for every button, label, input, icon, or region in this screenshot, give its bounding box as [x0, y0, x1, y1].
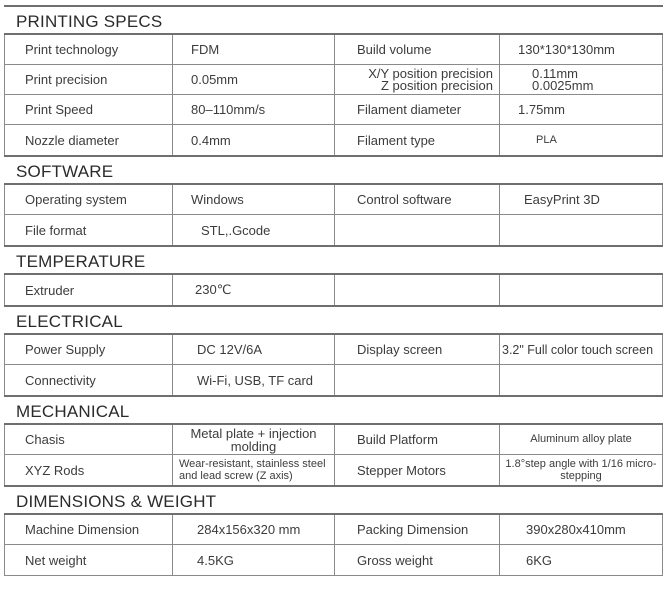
spec-value: 6KG — [526, 552, 553, 568]
spec-value: 0.0025mm — [532, 77, 594, 93]
spec-label: Extruder — [5, 275, 173, 305]
spec-value-pair — [500, 65, 662, 94]
spec-row — [5, 215, 662, 245]
spec-value: 0.11mm — [532, 65, 578, 81]
spec-label: Nozzle diameter — [5, 125, 173, 155]
spec-value: 3.2" Full color touch screen — [502, 342, 654, 357]
spec-value: 80–110mm/s — [173, 95, 335, 124]
spec-value: 4.5KG — [173, 545, 335, 575]
spec-value: 1.75mm — [518, 102, 565, 117]
spec-value: DC 12V/6A — [173, 335, 335, 364]
spec-row — [5, 65, 662, 95]
spec-value: 0.05mm — [173, 65, 335, 94]
spec-value: 1.8°step angle with 1/16 micro-stepping — [505, 458, 657, 482]
spec-empty — [500, 275, 662, 305]
spec-label: Print technology — [5, 35, 173, 64]
spec-value: Wi-Fi, USB, TF card — [173, 365, 335, 395]
spec-label: Stepper Motors — [335, 455, 500, 485]
spec-value: Aluminum alloy plate — [530, 433, 632, 445]
spec-label: Display screen — [335, 335, 500, 364]
spec-label: Build volume — [335, 35, 500, 64]
spec-row — [5, 515, 662, 545]
spec-label: Filament diameter — [335, 95, 500, 124]
section-temperature — [4, 245, 663, 305]
section-dimensions-weight — [4, 485, 663, 576]
spec-value: 230℃ — [173, 275, 335, 305]
spec-label: Gross weight — [335, 545, 500, 575]
spec-row — [5, 125, 662, 155]
spec-label: Power Supply — [5, 335, 173, 364]
spec-value: 284x156x320 mm — [173, 515, 335, 544]
spec-label: Machine Dimension — [5, 515, 173, 544]
section-title: ELECTRICAL — [4, 305, 663, 335]
spec-label: Chasis — [5, 425, 173, 454]
spec-label: Filament type — [335, 125, 500, 155]
spec-value: EasyPrint 3D — [524, 192, 600, 207]
spec-label: Build Platform — [335, 425, 500, 454]
section-title: TEMPERATURE — [4, 245, 663, 275]
spec-row — [5, 365, 662, 395]
spec-value: 390x280x410mm — [526, 522, 626, 537]
section-software — [4, 155, 663, 245]
spec-label: Net weight — [5, 545, 173, 575]
spec-row — [5, 35, 662, 65]
spec-value: Metal plate + injection molding — [173, 425, 335, 454]
spec-label: Print precision — [5, 65, 173, 94]
section-title: MECHANICAL — [4, 395, 663, 425]
spec-row — [5, 335, 662, 365]
spec-sheet — [4, 5, 663, 576]
spec-label: File format — [5, 215, 173, 245]
spec-empty — [500, 215, 662, 245]
spec-value: Wear-resistant, stainless steel and lead screw (Z axis) — [173, 455, 335, 485]
spec-row — [5, 95, 662, 125]
spec-label: XYZ Rods — [5, 455, 173, 485]
spec-value: 130*130*130mm — [518, 42, 615, 57]
section-printing-specs — [4, 5, 663, 155]
section-title: DIMENSIONS & WEIGHT — [4, 485, 663, 515]
spec-value: PLA — [536, 133, 557, 146]
section-electrical — [4, 305, 663, 395]
spec-row — [5, 455, 662, 485]
section-title: PRINTING SPECS — [4, 5, 663, 35]
spec-empty — [335, 275, 500, 305]
spec-label: Control software — [335, 185, 500, 214]
spec-label: Operating system — [5, 185, 173, 214]
spec-row — [5, 545, 662, 575]
spec-label-pair — [335, 65, 500, 94]
spec-row — [5, 425, 662, 455]
section-mechanical — [4, 395, 663, 485]
section-title: SOFTWARE — [4, 155, 663, 185]
spec-label: Print Speed — [5, 95, 173, 124]
spec-row — [5, 185, 662, 215]
spec-label: Packing Dimension — [335, 515, 500, 544]
spec-value: FDM — [173, 35, 335, 64]
spec-value: STL,.Gcode — [173, 215, 335, 245]
spec-value: 0.4mm — [173, 125, 335, 155]
spec-label: Connectivity — [5, 365, 173, 395]
spec-label: X/Y position precision — [368, 65, 493, 81]
spec-empty — [500, 365, 662, 395]
spec-row — [5, 275, 662, 305]
spec-empty — [335, 365, 500, 395]
spec-label: Z position precision — [381, 77, 493, 93]
spec-empty — [335, 215, 500, 245]
spec-value: Windows — [173, 185, 335, 214]
